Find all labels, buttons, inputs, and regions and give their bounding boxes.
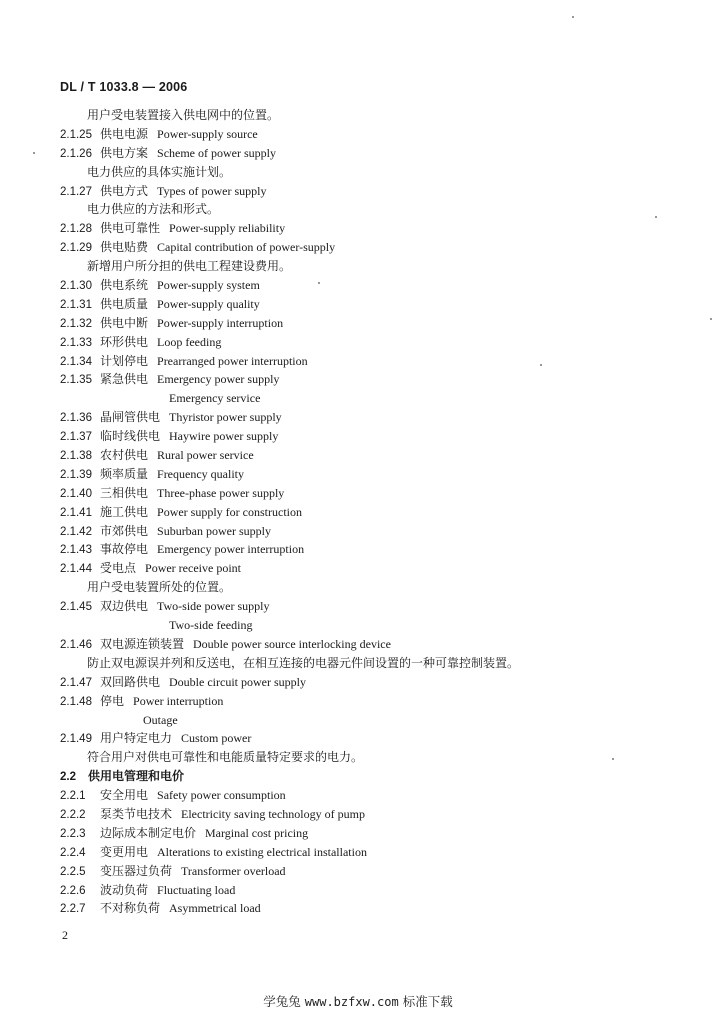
term-number: 2.1.25 bbox=[60, 128, 92, 141]
term-chinese: 施工供电 bbox=[100, 504, 149, 519]
term-english: Loop feeding bbox=[157, 334, 222, 349]
term-definition: 电力供应的方法和形式。 bbox=[87, 202, 220, 217]
term-english: Power-supply source bbox=[157, 126, 258, 141]
term-entry bbox=[60, 843, 680, 862]
term-english: Thyristor power supply bbox=[169, 410, 282, 425]
term-english: Types of power supply bbox=[157, 183, 267, 198]
term-chinese: 供电方案 bbox=[100, 145, 149, 160]
term-number: 2.1.36 bbox=[60, 412, 92, 425]
term-number: 2.1.43 bbox=[60, 544, 92, 557]
section-heading bbox=[60, 767, 680, 786]
term-entry bbox=[60, 276, 680, 295]
scan-speck bbox=[710, 318, 712, 320]
scan-speck bbox=[572, 16, 574, 18]
term-english: Double power source interlocking device bbox=[193, 636, 391, 651]
scan-speck bbox=[318, 282, 320, 284]
term-number: 2.1.39 bbox=[60, 468, 92, 481]
section-number: 2.2 bbox=[60, 771, 76, 784]
term-english: Custom power bbox=[181, 731, 252, 746]
term-chinese: 供电质量 bbox=[100, 296, 149, 311]
term-entry bbox=[60, 408, 680, 427]
term-english: Scheme of power supply bbox=[157, 145, 276, 160]
term-chinese: 泵类节电技术 bbox=[100, 806, 173, 821]
term-number: 2.1.42 bbox=[60, 525, 92, 538]
scan-speck bbox=[612, 758, 614, 760]
term-english: Emergency power supply bbox=[157, 372, 280, 387]
term-entry bbox=[60, 370, 680, 389]
term-number: 2.1.32 bbox=[60, 317, 92, 330]
term-english: Capital contribution of power-supply bbox=[157, 240, 336, 255]
term-number: 2.1.31 bbox=[60, 298, 92, 311]
term-english: Haywire power supply bbox=[169, 429, 279, 444]
term-english: Asymmetrical load bbox=[169, 901, 261, 916]
term-chinese: 计划停电 bbox=[100, 353, 149, 368]
term-entry bbox=[60, 729, 680, 748]
term-number: 2.1.29 bbox=[60, 242, 92, 255]
term-entry bbox=[60, 862, 680, 881]
document-header: DL / T 1033.8 — 2006 bbox=[60, 80, 188, 94]
term-chinese: 安全用电 bbox=[100, 788, 149, 803]
term-chinese: 变压器过负荷 bbox=[100, 863, 173, 878]
term-alt-name bbox=[60, 711, 680, 730]
term-entry bbox=[60, 673, 680, 692]
term-entry bbox=[60, 238, 680, 257]
term-english: Transformer overload bbox=[181, 863, 286, 878]
term-chinese: 双回路供电 bbox=[100, 674, 161, 689]
term-chinese: 波动负荷 bbox=[100, 882, 149, 897]
term-entry bbox=[60, 125, 680, 144]
term-chinese: 市郊供电 bbox=[100, 523, 149, 538]
term-number: 2.1.46 bbox=[60, 638, 92, 651]
term-entry bbox=[60, 427, 680, 446]
term-number: 2.1.37 bbox=[60, 431, 92, 444]
term-english: Emergency power interruption bbox=[157, 542, 305, 557]
term-chinese: 供电中断 bbox=[100, 315, 149, 330]
term-number: 2.2.3 bbox=[60, 827, 86, 840]
page-number: 2 bbox=[62, 928, 68, 942]
term-chinese: 紧急供电 bbox=[100, 372, 149, 387]
term-entry bbox=[60, 182, 680, 201]
term-english: Power-supply system bbox=[157, 278, 260, 293]
term-english: Suburban power supply bbox=[157, 523, 272, 538]
term-entry bbox=[60, 597, 680, 616]
term-entry bbox=[60, 333, 680, 352]
term-number: 2.1.28 bbox=[60, 223, 92, 236]
term-entry bbox=[60, 824, 680, 843]
term-definition: 新增用户所分担的供电工程建设费用。 bbox=[87, 259, 292, 274]
term-definition: 防止双电源误并列和反送电，在相互连接的电器元件间设置的一种可靠控制装置。 bbox=[87, 655, 520, 670]
term-english: Power-supply interruption bbox=[157, 315, 284, 330]
term-number: 2.2.6 bbox=[60, 884, 86, 897]
term-number: 2.1.49 bbox=[60, 733, 92, 746]
term-chinese: 供电电源 bbox=[100, 126, 149, 141]
watermark-footer bbox=[0, 992, 716, 1010]
term-english: Frequency quality bbox=[157, 466, 244, 481]
term-number: 2.1.30 bbox=[60, 280, 92, 293]
term-entry bbox=[60, 484, 680, 503]
term-entry bbox=[60, 219, 680, 238]
term-entry bbox=[60, 503, 680, 522]
term-entry bbox=[60, 805, 680, 824]
term-chinese: 停电 bbox=[100, 693, 125, 708]
term-number: 2.2.1 bbox=[60, 790, 86, 803]
term-number: 2.2.4 bbox=[60, 846, 86, 859]
watermark-site-name: 学兔兔 bbox=[263, 994, 301, 1009]
term-chinese: 环形供电 bbox=[100, 334, 149, 349]
watermark-label: 标准下载 bbox=[402, 994, 453, 1009]
term-chinese: 事故停电 bbox=[100, 542, 149, 557]
term-english: Three-phase power supply bbox=[157, 485, 285, 500]
term-english-alt: Two-side feeding bbox=[169, 618, 253, 633]
term-entry bbox=[60, 446, 680, 465]
term-alt-name bbox=[60, 389, 680, 408]
term-chinese: 晶闸管供电 bbox=[100, 410, 161, 425]
term-chinese: 供电方式 bbox=[100, 183, 149, 198]
term-entry bbox=[60, 899, 680, 918]
term-entry bbox=[60, 540, 680, 559]
term-english-alt: Outage bbox=[143, 712, 178, 727]
term-english: Two-side power supply bbox=[157, 599, 270, 614]
term-list bbox=[60, 106, 680, 918]
term-english: Rural power service bbox=[157, 448, 254, 463]
term-chinese: 农村供电 bbox=[100, 448, 149, 463]
term-number: 2.1.44 bbox=[60, 563, 92, 576]
term-entry bbox=[60, 352, 680, 371]
term-entry bbox=[60, 295, 680, 314]
term-entry bbox=[60, 881, 680, 900]
term-chinese: 变更用电 bbox=[100, 844, 149, 859]
term-number: 2.1.45 bbox=[60, 601, 92, 614]
term-english: Power-supply quality bbox=[157, 296, 260, 311]
term-chinese: 受电点 bbox=[100, 561, 137, 576]
term-number: 2.1.27 bbox=[60, 185, 92, 198]
term-english: Power receive point bbox=[145, 561, 241, 576]
term-definition: 符合用户对供电可靠性和电能质量特定要求的电力。 bbox=[87, 750, 364, 765]
term-chinese: 双电源连锁装置 bbox=[100, 636, 185, 651]
term-number: 2.1.33 bbox=[60, 336, 92, 349]
term-english: Safety power consumption bbox=[157, 788, 286, 803]
scan-speck bbox=[33, 152, 35, 154]
term-entry bbox=[60, 635, 680, 654]
term-english: Power interruption bbox=[133, 693, 224, 708]
term-english: Double circuit power supply bbox=[169, 674, 306, 689]
term-number: 2.1.34 bbox=[60, 355, 92, 368]
term-number: 2.1.47 bbox=[60, 676, 92, 689]
term-english-alt: Emergency service bbox=[169, 391, 261, 406]
term-number: 2.1.38 bbox=[60, 450, 92, 463]
term-english: Prearranged power interruption bbox=[157, 353, 308, 368]
term-chinese: 边际成本制定电价 bbox=[100, 825, 197, 840]
term-entry bbox=[60, 692, 680, 711]
term-chinese: 供电系统 bbox=[100, 278, 149, 293]
term-chinese: 双边供电 bbox=[100, 599, 149, 614]
term-entry bbox=[60, 144, 680, 163]
term-chinese: 供电贴费 bbox=[100, 240, 149, 255]
term-definition: 电力供应的具体实施计划。 bbox=[87, 164, 232, 179]
term-english: Fluctuating load bbox=[157, 882, 236, 897]
term-number: 2.2.5 bbox=[60, 865, 86, 878]
term-chinese: 频率质量 bbox=[100, 466, 149, 481]
term-chinese: 用户特定电力 bbox=[100, 731, 173, 746]
term-number: 2.1.35 bbox=[60, 374, 92, 387]
term-chinese: 供电可靠性 bbox=[100, 221, 161, 236]
term-entry bbox=[60, 465, 680, 484]
term-number: 2.1.41 bbox=[60, 506, 92, 519]
term-definition: 用户受电装置接入供电网中的位置。 bbox=[87, 108, 280, 122]
term-english: Electricity saving technology of pump bbox=[181, 806, 365, 821]
scan-speck bbox=[655, 216, 657, 218]
term-entry bbox=[60, 786, 680, 805]
term-entry bbox=[60, 314, 680, 333]
term-entry bbox=[60, 522, 680, 541]
term-chinese: 不对称负荷 bbox=[100, 901, 161, 916]
term-number: 2.1.26 bbox=[60, 147, 92, 160]
term-number: 2.1.48 bbox=[60, 695, 92, 708]
term-entry bbox=[60, 559, 680, 578]
term-alt-name bbox=[60, 616, 680, 635]
term-english: Power-supply reliability bbox=[169, 221, 286, 236]
term-number: 2.1.40 bbox=[60, 487, 92, 500]
term-chinese: 三相供电 bbox=[100, 485, 149, 500]
term-definition: 用户受电装置所处的位置。 bbox=[87, 580, 232, 595]
term-number: 2.2.7 bbox=[60, 903, 86, 916]
section-title: 供用电管理和电价 bbox=[88, 769, 185, 784]
term-english: Power supply for construction bbox=[157, 504, 302, 519]
term-number: 2.2.2 bbox=[60, 808, 86, 821]
term-chinese: 临时线供电 bbox=[100, 429, 161, 444]
scan-speck bbox=[540, 364, 542, 366]
watermark-url[interactable]: www.bzfxw.com bbox=[304, 995, 399, 1009]
term-english: Marginal cost pricing bbox=[205, 825, 309, 840]
term-english: Alterations to existing electrical installation bbox=[157, 844, 367, 859]
